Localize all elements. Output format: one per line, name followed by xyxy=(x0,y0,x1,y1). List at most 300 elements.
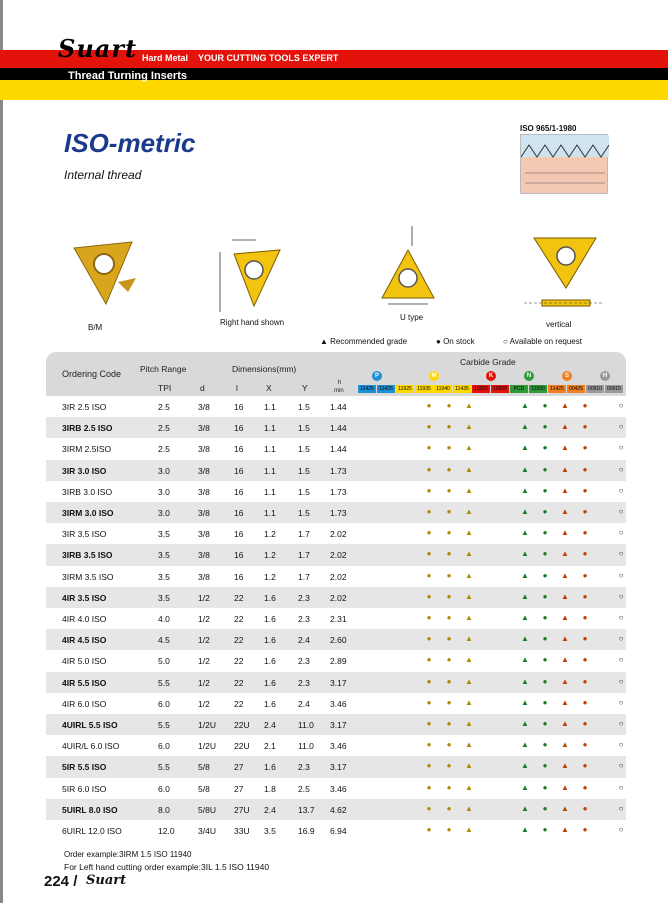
circle-icon: ○ xyxy=(618,803,624,813)
col-x: X xyxy=(266,383,272,393)
cell-l: 33U xyxy=(234,826,250,836)
table-row xyxy=(46,714,626,735)
cell-ordering-code: 4IR 5.5 ISO xyxy=(62,677,107,688)
grade-cell: 11500 xyxy=(529,385,547,393)
dot-icon: ● xyxy=(426,401,432,410)
grade-cell: 00915 xyxy=(605,385,623,393)
triangle-icon: ▲ xyxy=(521,507,529,516)
circle-icon: ○ xyxy=(618,570,624,580)
cell-ordering-code: 4IR 6.0 ISO xyxy=(62,698,107,709)
circle-icon: ○ xyxy=(618,591,624,601)
cell-y: 11.0 xyxy=(298,741,314,752)
grade-group-h: H xyxy=(600,371,610,381)
dot-icon: ● xyxy=(426,443,432,453)
triangle-icon: ▲ xyxy=(561,825,569,834)
insert-right-hand-icon xyxy=(210,232,290,316)
cell-tpi: 2.5 xyxy=(158,402,170,412)
triangle-icon: ▲ xyxy=(561,570,569,580)
triangle-icon: ▲ xyxy=(521,676,529,686)
dot-icon: ● xyxy=(426,422,432,432)
cell-d: 1/2 xyxy=(198,635,210,646)
grade-cell: 11425 xyxy=(377,385,395,393)
grade-group-n: N xyxy=(524,371,534,381)
cell-h: 3.17 xyxy=(330,720,347,730)
dot-icon: ● xyxy=(446,528,452,538)
dot-icon: ● xyxy=(426,697,432,707)
triangle-icon: ▲ xyxy=(521,570,529,580)
thread-profile-diagram xyxy=(520,134,608,194)
dot-icon: ● xyxy=(446,825,452,834)
dot-icon: ● xyxy=(426,676,432,686)
col-y: Y xyxy=(302,383,308,393)
dot-icon: ● xyxy=(446,591,452,601)
dot-icon: ● xyxy=(446,443,452,453)
cell-h: 3.17 xyxy=(330,677,347,688)
dot-icon: ● xyxy=(582,782,588,792)
cell-x: 1.1 xyxy=(264,486,276,497)
triangle-icon: ▲ xyxy=(561,740,569,750)
circle-icon: ○ xyxy=(618,782,624,792)
cell-l: 16 xyxy=(234,508,244,518)
circle-icon: ○ xyxy=(503,337,508,346)
grade-group-s: S xyxy=(562,371,572,381)
cell-y: 2.3 xyxy=(298,592,310,603)
section-title: Thread Turning Inserts xyxy=(68,70,187,82)
dot-icon: ● xyxy=(542,443,548,453)
cell-tpi: 4.0 xyxy=(158,614,170,624)
triangle-icon: ▲ xyxy=(521,803,529,813)
triangle-icon: ▲ xyxy=(561,528,569,538)
dot-icon: ● xyxy=(582,825,588,834)
caption-u-type: U type xyxy=(400,313,424,322)
cell-l: 16 xyxy=(234,571,244,582)
cell-tpi: 3.0 xyxy=(158,486,170,497)
brand-logo: Suart xyxy=(58,34,138,63)
cell-y: 2.5 xyxy=(298,783,310,794)
dot-icon: ● xyxy=(446,422,452,432)
header-tag-hardmetal: Hard Metal xyxy=(142,53,189,63)
triangle-icon: ▲ xyxy=(465,570,473,580)
cell-x: 1.2 xyxy=(264,550,276,561)
cell-l: 16 xyxy=(234,402,244,412)
dot-icon: ● xyxy=(582,719,588,728)
cell-y: 2.3 xyxy=(298,656,310,667)
page-number: 224 / xyxy=(44,873,78,890)
cell-d: 5/8 xyxy=(198,762,210,773)
cell-h: 3.17 xyxy=(330,762,347,773)
triangle-icon: ▲ xyxy=(465,803,473,813)
caption-bm: B/M xyxy=(88,323,103,332)
dot-icon: ● xyxy=(582,591,588,601)
circle-icon: ○ xyxy=(618,697,624,707)
cell-tpi: 8.0 xyxy=(158,804,170,815)
dot-icon: ● xyxy=(426,507,432,516)
dot-icon: ● xyxy=(426,740,432,750)
dot-icon: ● xyxy=(426,761,432,771)
cell-h: 1.73 xyxy=(330,465,347,476)
triangle-icon: ▲ xyxy=(465,507,473,516)
grade-cell: 10000 xyxy=(472,385,490,393)
dot-icon: ● xyxy=(446,464,452,474)
table-row xyxy=(46,820,626,841)
table-row xyxy=(46,778,626,799)
cell-tpi: 5.5 xyxy=(158,762,170,773)
page-subtitle: Internal thread xyxy=(64,168,142,182)
cell-ordering-code: 4IR 3.5 ISO xyxy=(62,592,107,603)
cell-y: 2.4 xyxy=(298,635,310,646)
cell-h: 3.46 xyxy=(330,741,347,752)
cell-d: 3/4U xyxy=(198,826,216,836)
triangle-icon: ▲ xyxy=(465,401,473,410)
cell-d: 3/8 xyxy=(198,529,210,540)
dot-icon: ● xyxy=(582,761,588,771)
dot-icon: ● xyxy=(446,570,452,580)
col-ordering-code: Ordering Code xyxy=(62,369,122,379)
cell-tpi: 3.5 xyxy=(158,529,170,540)
table-row xyxy=(46,417,626,438)
dot-icon: ● xyxy=(542,761,548,771)
table-row xyxy=(46,481,626,502)
table-row xyxy=(46,587,626,608)
cell-l: 27 xyxy=(234,783,244,794)
dot-icon: ● xyxy=(446,634,452,644)
insert-vertical-icon xyxy=(522,230,604,318)
cell-h: 1.44 xyxy=(330,423,347,434)
cell-d: 1/2U xyxy=(198,720,216,730)
cell-y: 13.7 xyxy=(298,804,315,815)
col-carbide-grade: Carbide Grade xyxy=(460,357,516,367)
triangle-icon: ▲ xyxy=(465,825,473,834)
col-dimensions: Dimensions(mm) xyxy=(232,364,297,374)
cell-x: 1.1 xyxy=(264,465,276,476)
dot-icon: ● xyxy=(582,549,588,559)
cell-ordering-code: 5IR 6.0 ISO xyxy=(62,783,107,794)
triangle-icon: ▲ xyxy=(521,401,529,410)
table-row xyxy=(46,608,626,629)
cell-h: 2.60 xyxy=(330,635,347,646)
cell-y: 16.9 xyxy=(298,826,315,836)
cell-x: 3.5 xyxy=(264,826,276,836)
dot-icon: ● xyxy=(542,782,548,792)
dot-icon: ● xyxy=(542,613,548,622)
grade-cell: 11940 xyxy=(434,385,452,393)
legend-available: ○ Available on request xyxy=(503,337,582,346)
triangle-icon: ▲ xyxy=(465,464,473,474)
dot-icon: ● xyxy=(446,740,452,750)
dot-icon: ● xyxy=(542,464,548,474)
cell-x: 1.2 xyxy=(264,571,276,582)
cell-l: 22 xyxy=(234,677,244,688)
cell-x: 2.1 xyxy=(264,741,276,752)
cell-y: 1.7 xyxy=(298,550,310,561)
triangle-icon: ▲ xyxy=(521,825,529,834)
grade-group-k: K xyxy=(486,371,496,381)
triangle-icon: ▲ xyxy=(465,761,473,771)
cell-ordering-code: 3IR 2.5 ISO xyxy=(62,402,107,412)
dot-icon: ● xyxy=(426,782,432,792)
cell-h: 2.31 xyxy=(330,614,347,624)
dot-icon: ● xyxy=(446,655,452,665)
cell-x: 1.1 xyxy=(264,444,276,455)
triangle-icon: ▲ xyxy=(465,655,473,665)
cell-x: 1.6 xyxy=(264,762,276,773)
cell-y: 1.5 xyxy=(298,486,310,497)
cell-d: 1/2 xyxy=(198,656,210,667)
dot-icon: ● xyxy=(582,464,588,474)
cell-ordering-code: 3IR 3.5 ISO xyxy=(62,529,107,540)
grade-cell: 11435 xyxy=(453,385,471,393)
circle-icon: ○ xyxy=(618,655,624,665)
dot-icon: ● xyxy=(542,401,548,410)
page-title: ISO-metric xyxy=(64,128,196,158)
dot-icon: ● xyxy=(542,422,548,432)
cell-x: 1.6 xyxy=(264,635,276,646)
col-l: l xyxy=(236,383,238,393)
dot-icon: ● xyxy=(542,634,548,644)
cell-x: 1.6 xyxy=(264,614,276,624)
dot-icon: ● xyxy=(426,825,432,834)
triangle-icon: ▲ xyxy=(561,697,569,707)
triangle-icon: ▲ xyxy=(561,549,569,559)
circle-icon: ○ xyxy=(618,464,624,474)
dot-icon: ● xyxy=(446,401,452,410)
cell-l: 27 xyxy=(234,762,244,773)
caption-right-hand: Right hand shown xyxy=(220,318,285,327)
legend-on-stock: ● On stock xyxy=(436,337,475,346)
dot-icon: ● xyxy=(426,485,432,495)
dot-icon: ● xyxy=(582,634,588,644)
cell-ordering-code: 5UIRL 8.0 ISO xyxy=(62,804,118,815)
cell-l: 22 xyxy=(234,635,244,646)
dot-icon: ● xyxy=(542,719,548,728)
legend-recommended: ▲ Recommended grade xyxy=(320,337,408,346)
circle-icon: ○ xyxy=(618,825,624,834)
cell-y: 1.5 xyxy=(298,444,310,455)
dot-icon: ● xyxy=(542,803,548,813)
cell-d: 3/8 xyxy=(198,402,210,412)
dot-icon: ● xyxy=(542,676,548,686)
circle-icon: ○ xyxy=(618,443,624,453)
cell-x: 1.1 xyxy=(264,508,276,518)
grade-cell: 11925 xyxy=(396,385,414,393)
cell-ordering-code: 3IRB 2.5 ISO xyxy=(62,423,113,434)
col-pitch-range: Pitch Range xyxy=(140,364,187,374)
header-tag-expert: YOUR CUTTING TOOLS EXPERT xyxy=(198,53,339,63)
cell-l: 22 xyxy=(234,698,244,709)
cell-ordering-code: 3IRM 2.5ISO xyxy=(62,444,112,455)
table-row xyxy=(46,672,626,693)
grade-group-m: M xyxy=(429,371,439,381)
cell-x: 1.2 xyxy=(264,529,276,540)
dot-icon: ● xyxy=(582,401,588,410)
dot-icon: ● xyxy=(582,613,588,622)
triangle-icon: ▲ xyxy=(465,528,473,538)
cell-d: 1/2 xyxy=(198,592,210,603)
triangle-icon: ▲ xyxy=(561,507,569,516)
cell-y: 1.7 xyxy=(298,571,310,582)
triangle-icon: ▲ xyxy=(561,422,569,432)
cell-d: 1/2 xyxy=(198,614,210,624)
triangle-icon: ▲ xyxy=(465,634,473,644)
dot-icon: ● xyxy=(582,485,588,495)
triangle-icon: ▲ xyxy=(561,443,569,453)
circle-icon: ○ xyxy=(618,507,624,516)
triangle-icon: ▲ xyxy=(561,591,569,601)
cell-tpi: 2.5 xyxy=(158,444,170,455)
triangle-icon: ▲ xyxy=(521,464,529,474)
dot-icon: ● xyxy=(542,825,548,834)
cell-d: 1/2U xyxy=(198,741,216,752)
cell-x: 1.6 xyxy=(264,698,276,709)
cell-ordering-code: 3IRM 3.5 ISO xyxy=(62,571,114,582)
table-row xyxy=(46,460,626,481)
dot-icon: ● xyxy=(582,422,588,432)
cell-ordering-code: 3IRM 3.0 ISO xyxy=(62,508,114,518)
dot-icon: ● xyxy=(542,740,548,750)
dot-icon: ● xyxy=(426,570,432,580)
dot-icon: ● xyxy=(582,570,588,580)
cell-tpi: 6.0 xyxy=(158,783,170,794)
circle-icon: ○ xyxy=(618,422,624,432)
triangle-icon: ▲ xyxy=(561,655,569,665)
cell-tpi: 5.5 xyxy=(158,720,170,730)
insert-u-type-icon xyxy=(372,222,442,310)
cell-ordering-code: 3IRB 3.5 ISO xyxy=(62,550,113,561)
dot-icon: ● xyxy=(446,697,452,707)
col-tpi: TPI xyxy=(158,383,172,393)
cell-y: 1.7 xyxy=(298,529,310,540)
cell-d: 1/2 xyxy=(198,677,210,688)
footer-logo: Suart xyxy=(86,873,127,888)
cell-tpi: 3.0 xyxy=(158,465,170,476)
cell-h: 1.73 xyxy=(330,486,347,497)
cell-y: 1.5 xyxy=(298,402,310,412)
triangle-icon: ▲ xyxy=(521,549,529,559)
cell-y: 11.0 xyxy=(298,720,314,730)
triangle-icon: ▲ xyxy=(561,782,569,792)
cell-d: 3/8 xyxy=(198,423,210,434)
table-row xyxy=(46,396,626,417)
cell-h: 2.02 xyxy=(330,529,347,540)
dot-icon: ● xyxy=(446,485,452,495)
cell-h: 1.44 xyxy=(330,444,347,455)
cell-d: 5/8 xyxy=(198,783,210,794)
dot-icon: ● xyxy=(426,591,432,601)
circle-icon: ○ xyxy=(618,719,624,728)
circle-icon: ○ xyxy=(618,528,624,538)
dot-icon: ● xyxy=(446,782,452,792)
dot-icon: ● xyxy=(426,719,432,728)
cell-y: 2.4 xyxy=(298,698,310,709)
circle-icon: ○ xyxy=(618,401,624,410)
triangle-icon: ▲ xyxy=(465,485,473,495)
cell-y: 2.3 xyxy=(298,762,310,773)
triangle-icon: ▲ xyxy=(465,740,473,750)
table-row xyxy=(46,544,626,565)
cell-d: 5/8U xyxy=(198,804,216,815)
triangle-icon: ▲ xyxy=(465,697,473,707)
cell-y: 1.5 xyxy=(298,508,310,518)
page-edge xyxy=(0,0,3,903)
dot-icon: ● xyxy=(582,655,588,665)
cell-tpi: 3.5 xyxy=(158,592,170,603)
cell-l: 16 xyxy=(234,486,244,497)
table-row xyxy=(46,650,626,671)
dot-icon: ● xyxy=(446,613,452,622)
table-row xyxy=(46,735,626,756)
cell-x: 1.1 xyxy=(264,423,276,434)
cell-x: 2.4 xyxy=(264,804,276,815)
cell-y: 2.3 xyxy=(298,677,310,688)
cell-x: 2.4 xyxy=(264,720,276,730)
triangle-icon: ▲ xyxy=(465,719,473,728)
triangle-icon: ▲ xyxy=(561,719,569,728)
circle-icon: ○ xyxy=(618,676,624,686)
dot-icon: ● xyxy=(446,719,452,728)
cell-h: 3.46 xyxy=(330,698,347,709)
triangle-icon: ▲ xyxy=(521,740,529,750)
dot-icon: ● xyxy=(582,676,588,686)
grade-cell: 10000 xyxy=(491,385,509,393)
triangle-icon: ▲ xyxy=(521,655,529,665)
triangle-icon: ▲ xyxy=(561,761,569,771)
cell-l: 16 xyxy=(234,444,244,455)
insert-bm-icon xyxy=(70,238,142,308)
dot-icon: ● xyxy=(436,337,441,346)
dot-icon: ● xyxy=(446,549,452,559)
cell-l: 22U xyxy=(234,720,250,730)
circle-icon: ○ xyxy=(618,740,624,750)
cell-l: 22 xyxy=(234,614,244,624)
triangle-icon: ▲ xyxy=(561,401,569,410)
cell-l: 16 xyxy=(234,423,244,434)
dot-icon: ● xyxy=(542,655,548,665)
dot-icon: ● xyxy=(542,528,548,538)
cell-d: 3/8 xyxy=(198,465,210,476)
dot-icon: ● xyxy=(582,443,588,453)
cell-l: 22 xyxy=(234,592,244,603)
dot-icon: ● xyxy=(426,528,432,538)
cell-l: 16 xyxy=(234,550,244,561)
triangle-icon: ▲ xyxy=(521,485,529,495)
cell-x: 1.6 xyxy=(264,677,276,688)
dot-icon: ● xyxy=(542,485,548,495)
cell-d: 3/8 xyxy=(198,444,210,455)
dot-icon: ● xyxy=(582,528,588,538)
triangle-icon: ▲ xyxy=(561,613,569,622)
grade-cell: 11425 xyxy=(358,385,376,393)
col-min: min xyxy=(334,388,344,394)
table-row xyxy=(46,629,626,650)
cell-tpi: 3.5 xyxy=(158,550,170,561)
circle-icon: ○ xyxy=(618,634,624,644)
cell-x: 1.1 xyxy=(264,402,276,412)
left-hand-order-example: For Left hand cutting order example:3IL 1.5 ISO 11940 xyxy=(64,862,270,872)
cell-ordering-code: 3IRB 3.0 ISO xyxy=(62,486,113,497)
triangle-icon: ▲ xyxy=(521,528,529,538)
order-example: Order example:3IRM 1.5 ISO 11940 xyxy=(64,850,192,859)
caption-vertical: vertical xyxy=(546,320,572,329)
cell-h: 1.73 xyxy=(330,508,347,518)
cell-ordering-code: 4UIR/L 6.0 ISO xyxy=(62,741,120,752)
table-row xyxy=(46,523,626,544)
iso-standard-label: ISO 965/1-1980 xyxy=(520,124,577,133)
dot-icon: ● xyxy=(426,464,432,474)
table-row xyxy=(46,566,626,587)
triangle-icon: ▲ xyxy=(561,464,569,474)
triangle-icon: ▲ xyxy=(521,591,529,601)
dot-icon: ● xyxy=(426,634,432,644)
